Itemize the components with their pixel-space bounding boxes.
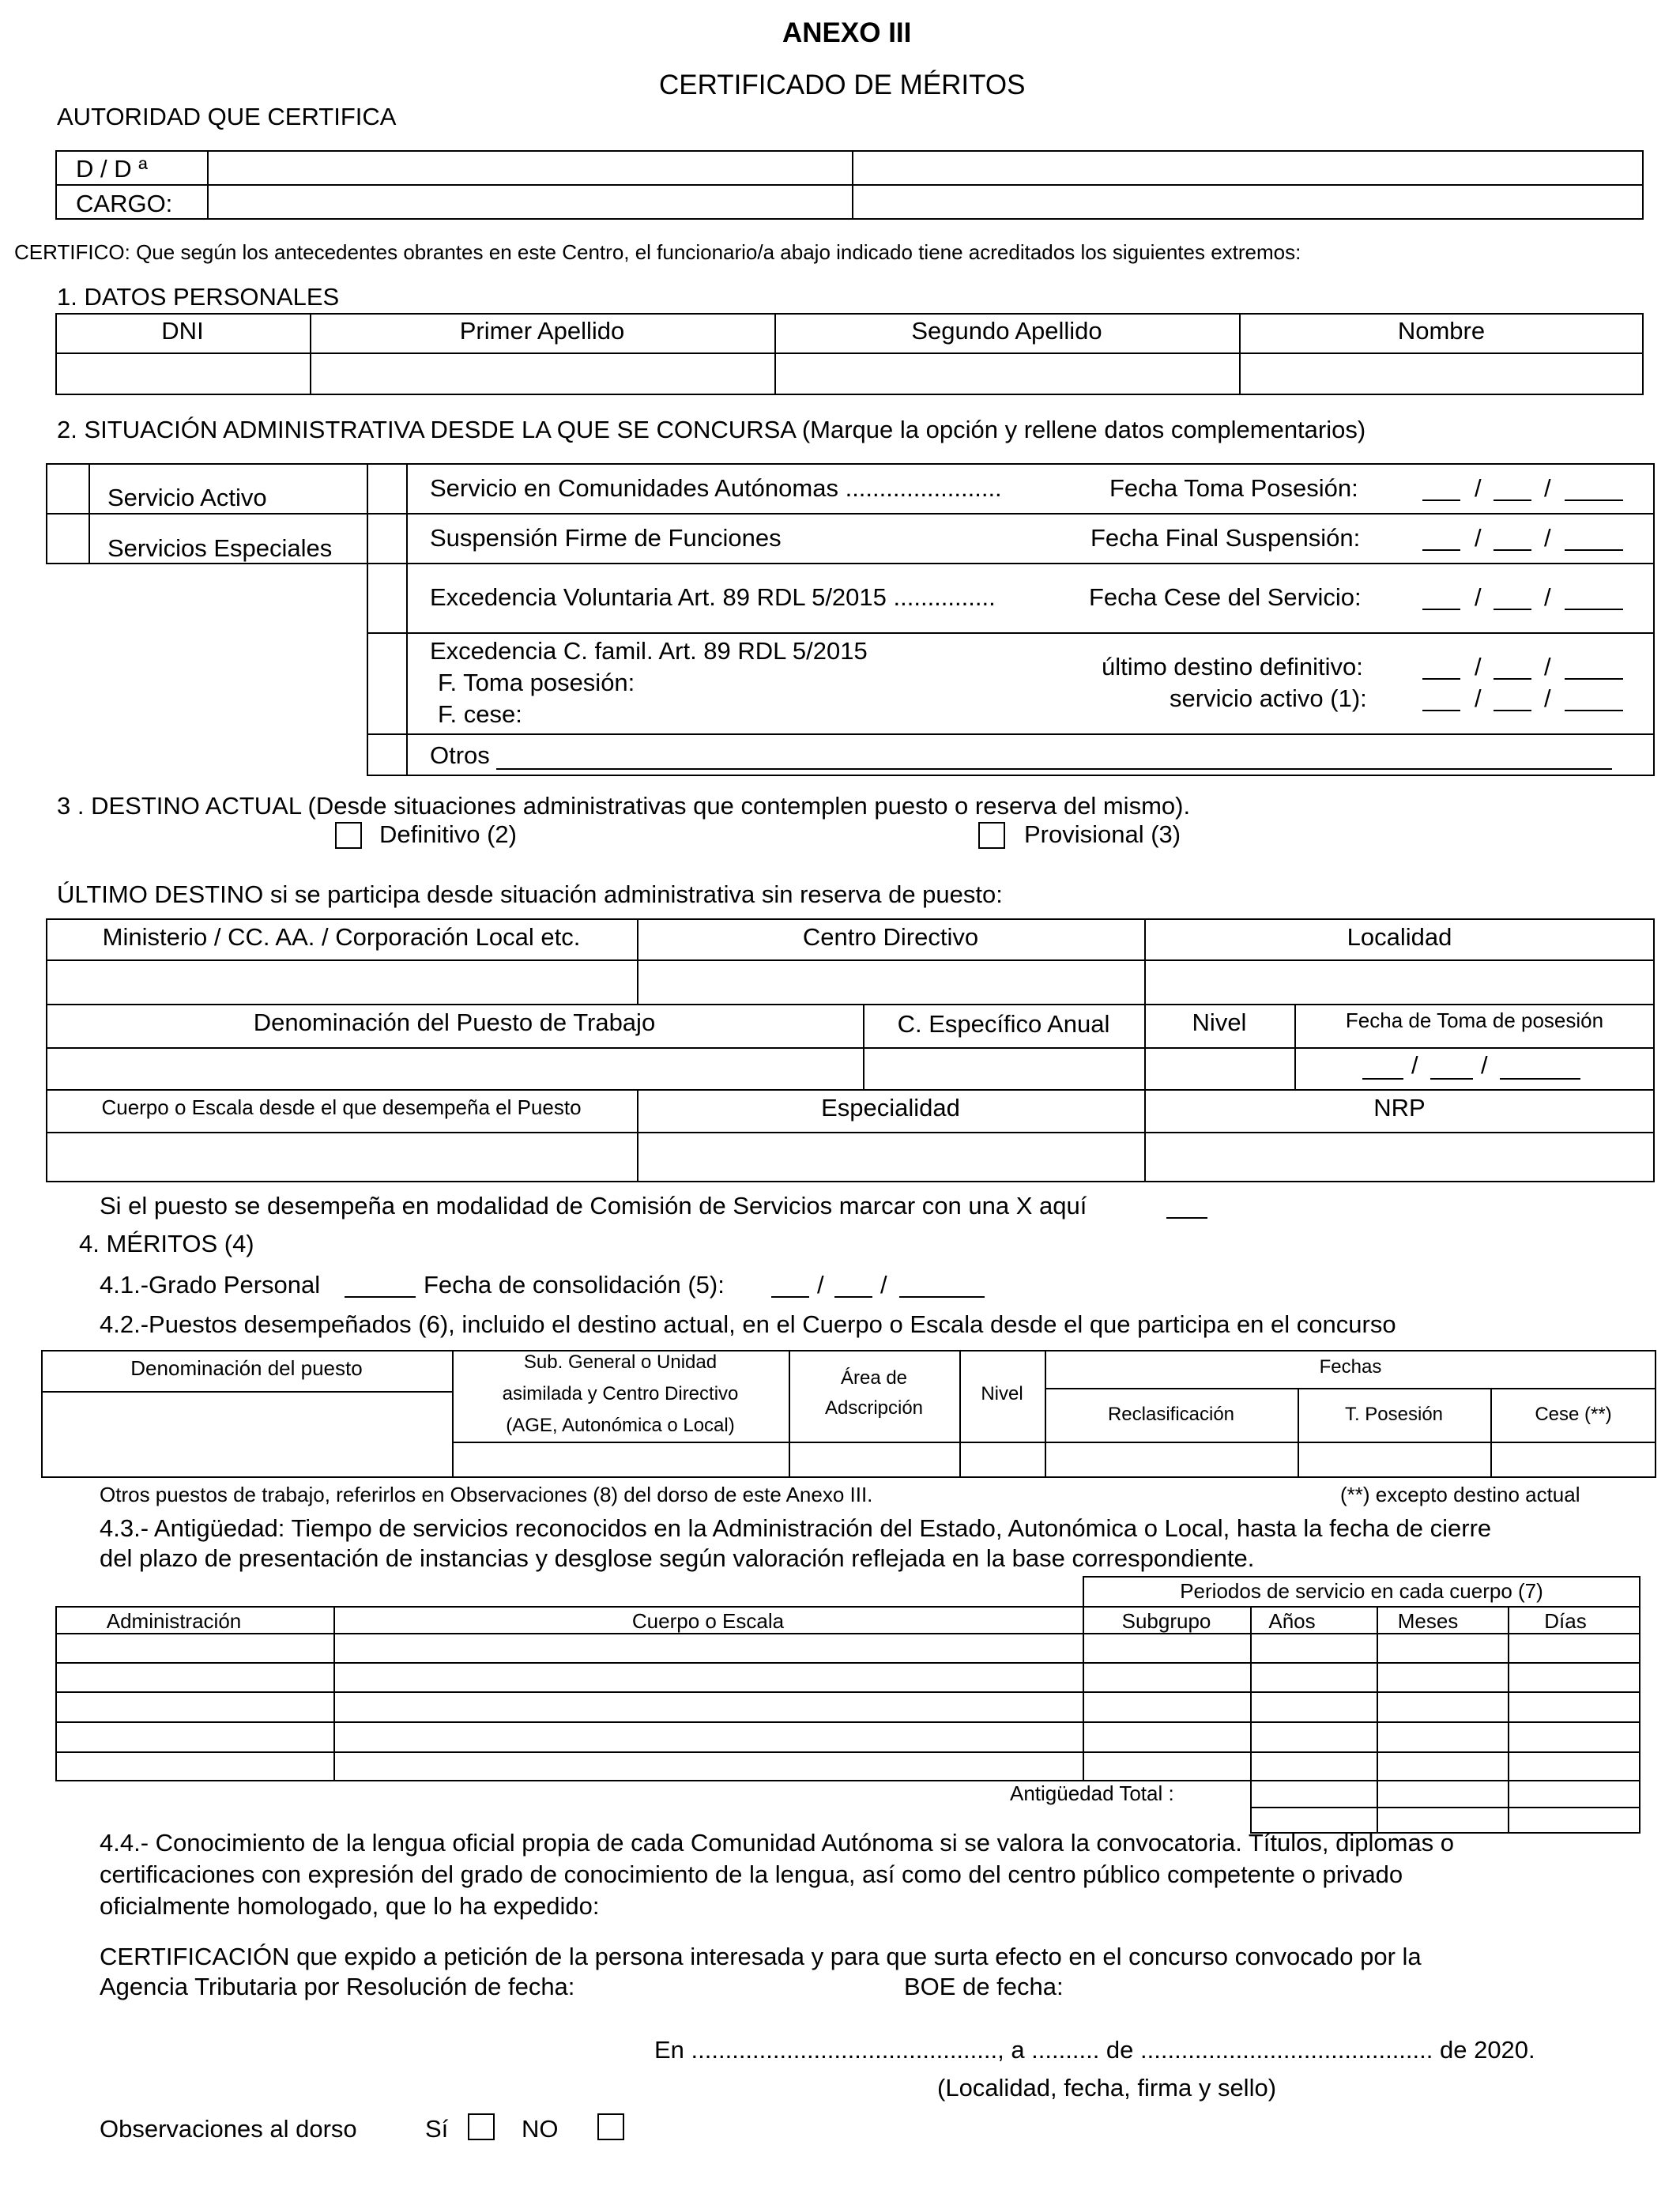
antiguedad-rows[interactable]	[57, 1634, 1639, 1780]
col-sub-general-1: Sub. General o Unidad	[523, 1351, 718, 1373]
nombre-field[interactable]	[1242, 356, 1640, 392]
col-localidad: Localidad	[1347, 923, 1452, 951]
dd-field[interactable]	[212, 153, 1639, 183]
situation-right-box	[367, 463, 1655, 776]
final-suspension-label: Fecha Final Suspensión:	[1090, 524, 1361, 552]
col-fecha-toma-posesion: Fecha de Toma de posesión	[1345, 1008, 1604, 1032]
nivel-42-field[interactable]	[962, 1445, 1042, 1475]
servicio-activo-date-label: servicio activo (1):	[1170, 684, 1367, 712]
col-cuerpo-escala-43: Cuerpo o Escala	[631, 1609, 785, 1633]
si-label: Sí	[425, 2115, 449, 2143]
suspension-check[interactable]	[368, 515, 405, 561]
observaciones-no-checkbox[interactable]	[597, 2113, 624, 2140]
col-sub-general-2: asimilada y Centro Directivo	[502, 1383, 739, 1404]
boe-label: BOE de fecha:	[904, 1973, 1064, 2000]
col-area-1: Área de	[840, 1367, 908, 1389]
ultimo-destino-heading: ÚLTIMO DESTINO si se participa desde situación administrativa sin reserva de puesto:	[57, 880, 1003, 908]
col-primer-apellido: Primer Apellido	[459, 317, 625, 345]
comision-servicios-text: Si el puesto se desempeña en modalidad de Comisión de Servicios marcar con una X aquí	[100, 1192, 1087, 1220]
localidad-firma-label: (Localidad, fecha, firma y sello)	[937, 2074, 1277, 2102]
comision-blank[interactable]	[1166, 1217, 1207, 1219]
definitivo-checkbox[interactable]	[335, 822, 362, 849]
col-cuerpo-escala: Cuerpo o Escala desde el que desempeña el Puesto	[101, 1095, 582, 1119]
fecha-consolidacion-label: Fecha de consolidación (5):	[424, 1271, 725, 1299]
antiguedad-total-label: Antigüedad Total :	[1010, 1781, 1174, 1805]
antiguedad-total-field[interactable]	[1252, 1783, 1639, 1830]
reclasificacion-field[interactable]	[1048, 1445, 1294, 1475]
antiguedad-text-1: 4.3.- Antigüedad: Tiempo de servicios reconocidos en la Administración del Estado, Autonómica o Local, hasta la fecha de cierre	[100, 1514, 1492, 1542]
col-cese: Cese (**)	[1535, 1404, 1612, 1425]
excedencia-voluntaria-label: Excedencia Voluntaria Art. 89 RDL 5/2015 ...............	[430, 583, 996, 611]
grado-blank[interactable]	[345, 1296, 416, 1298]
periodos-label: Periodos de servicio en cada cuerpo (7)	[1180, 1579, 1543, 1603]
section1-title: 1. DATOS PERSONALES	[57, 283, 340, 311]
comunidades-label: Servicio en Comunidades Autónomas .......................	[430, 474, 1002, 502]
col-meses: Meses	[1397, 1609, 1459, 1633]
section2-title: 2. SITUACIÓN ADMINISTRATIVA DESDE LA QUE SE CONCURSA (Marque la opción y rellene datos complementarios)	[57, 416, 1366, 443]
dni-field[interactable]	[58, 356, 307, 392]
col-nrp: NRP	[1373, 1094, 1426, 1122]
especialidad-field[interactable]	[640, 1135, 1141, 1179]
col-especialidad: Especialidad	[821, 1094, 960, 1122]
sub-general-field[interactable]	[455, 1445, 785, 1475]
cese-field[interactable]	[1494, 1445, 1653, 1475]
document-title: CERTIFICADO DE MÉRITOS	[659, 70, 1026, 100]
cese-servicio-label: Fecha Cese del Servicio:	[1089, 583, 1362, 611]
especifico-anual-field[interactable]	[866, 1050, 1141, 1087]
centro-directivo-field[interactable]	[640, 963, 1141, 1001]
dd-label: D / D ª	[76, 155, 148, 183]
servicios-especiales-check[interactable]	[47, 515, 87, 563]
lugar-fecha-line: En ............................................., a .......... de ........................................... de 2020.	[654, 2036, 1535, 2064]
col-subgrupo: Subgrupo	[1121, 1609, 1211, 1633]
col-administracion: Administración	[106, 1609, 242, 1633]
excedencia-familiar-label: Excedencia C. famil. Art. 89 RDL 5/2015	[430, 637, 868, 665]
cuerpo-escala-field[interactable]	[49, 1135, 634, 1179]
col-ministerio: Ministerio / CC. AA. / Corporación Local etc.	[102, 923, 581, 951]
puestos-desempenados-text: 4.2.-Puestos desempeñados (6), incluido el destino actual, en el Cuerpo o Escala desde el que participa en el concurso	[100, 1310, 1396, 1338]
t-posesion-field[interactable]	[1301, 1445, 1487, 1475]
f-toma-posesion-label: F. Toma posesión:	[438, 669, 635, 696]
servicio-activo-label: Servicio Activo	[107, 484, 267, 511]
provisional-checkbox[interactable]	[978, 822, 1005, 849]
observaciones-si-checkbox[interactable]	[468, 2113, 495, 2140]
col-nivel-42: Nivel	[981, 1383, 1023, 1404]
col-especifico-anual: C. Específico Anual	[897, 1010, 1110, 1038]
provisional-label: Provisional (3)	[1024, 820, 1181, 848]
lengua-text-2: certificaciones con expresión del grado de conocimiento de la lengua, así como del centro público competente o privado	[100, 1860, 1403, 1888]
localidad-field[interactable]	[1147, 963, 1652, 1001]
certifico-text: CERTIFICO: Que según los antecedentes obrantes en este Centro, el funcionario/a abajo indicado tiene acreditados los siguientes extremos:	[14, 240, 1301, 264]
area-field[interactable]	[792, 1445, 956, 1475]
grado-personal-label: 4.1.-Grado Personal	[100, 1271, 321, 1299]
f-cese-label: F. cese:	[438, 700, 522, 728]
observaciones-label: Observaciones al dorso	[100, 2115, 357, 2143]
ministerio-field[interactable]	[49, 963, 634, 1001]
lengua-text-3: oficialmente homologado, que lo ha expedido:	[100, 1892, 600, 1920]
section4-title: 4. MÉRITOS (4)	[79, 1230, 254, 1257]
resolucion-label: Agencia Tributaria por Resolución de fecha:	[100, 1973, 575, 2000]
col-fechas: Fechas	[1319, 1356, 1382, 1378]
otros-puestos-note: Otros puestos de trabajo, referirlos en Observaciones (8) del dorso de este Anexo III.	[100, 1483, 873, 1506]
excedencia-voluntaria-check[interactable]	[368, 564, 405, 631]
denominacion-puesto-field[interactable]	[49, 1050, 860, 1087]
cargo-label: CARGO:	[76, 190, 173, 217]
col-reclasificacion: Reclasificación	[1107, 1404, 1235, 1425]
col-denominacion: Denominación del puesto	[130, 1356, 363, 1380]
otros-check[interactable]	[368, 735, 405, 775]
col-denominacion-puesto: Denominación del Puesto de Trabajo	[253, 1008, 656, 1036]
definitivo-label: Definitivo (2)	[379, 820, 517, 848]
section3-title: 3 . DESTINO ACTUAL (Desde situaciones administrativas que contemplen puesto o reserva del mismo).	[57, 792, 1191, 820]
excepto-note: (**) excepto destino actual	[1340, 1483, 1580, 1506]
antiguedad-text-2: del plazo de presentación de instancias y desglose según valoración reflejada en la base correspondiente.	[100, 1544, 1255, 1572]
certificacion-text: CERTIFICACIÓN que expido a petición de la persona interesada y para que surta efecto en el concurso convocado por la	[100, 1943, 1422, 1970]
authority-heading: AUTORIDAD QUE CERTIFICA	[57, 103, 397, 130]
servicio-activo-check[interactable]	[47, 465, 87, 511]
col-centro-directivo: Centro Directivo	[802, 923, 979, 951]
col-dni: DNI	[161, 317, 204, 345]
ultimo-destino-label: último destino definitivo:	[1102, 653, 1363, 680]
col-segundo-apellido: Segundo Apellido	[911, 317, 1102, 345]
otros-label: Otros	[430, 741, 490, 769]
col-sub-general-3: (AGE, Autonómica o Local)	[506, 1415, 735, 1436]
segundo-apellido-field[interactable]	[778, 356, 1236, 392]
col-area-2: Adscripción	[824, 1397, 924, 1419]
nivel-field[interactable]	[1147, 1050, 1291, 1087]
no-label: NO	[522, 2115, 559, 2143]
suspension-label: Suspensión Firme de Funciones	[430, 524, 782, 552]
toma-posesion-label: Fecha Toma Posesión:	[1109, 474, 1358, 502]
col-nivel: Nivel	[1192, 1008, 1247, 1036]
col-dias: Días	[1544, 1609, 1587, 1633]
otros-field[interactable]	[498, 740, 1610, 768]
lengua-text-1: 4.4.- Conocimiento de la lengua oficial propia de cada Comunidad Autónoma si se valora la convocatoria. Títulos, diplomas o	[100, 1829, 1455, 1857]
primer-apellido-field[interactable]	[313, 356, 771, 392]
excedencia-familiar-check[interactable]	[368, 634, 405, 732]
col-anos: Años	[1268, 1609, 1316, 1633]
col-nombre: Nombre	[1397, 317, 1486, 345]
comunidades-check[interactable]	[368, 465, 405, 511]
otros-line	[496, 768, 1612, 770]
denominacion-field[interactable]	[44, 1394, 449, 1475]
annex-title: ANEXO III	[782, 17, 912, 48]
cargo-field[interactable]	[212, 187, 1639, 217]
nrp-field[interactable]	[1147, 1135, 1652, 1179]
col-t-posesion: T. Posesión	[1344, 1404, 1444, 1425]
servicios-especiales-label: Servicios Especiales	[107, 534, 333, 562]
